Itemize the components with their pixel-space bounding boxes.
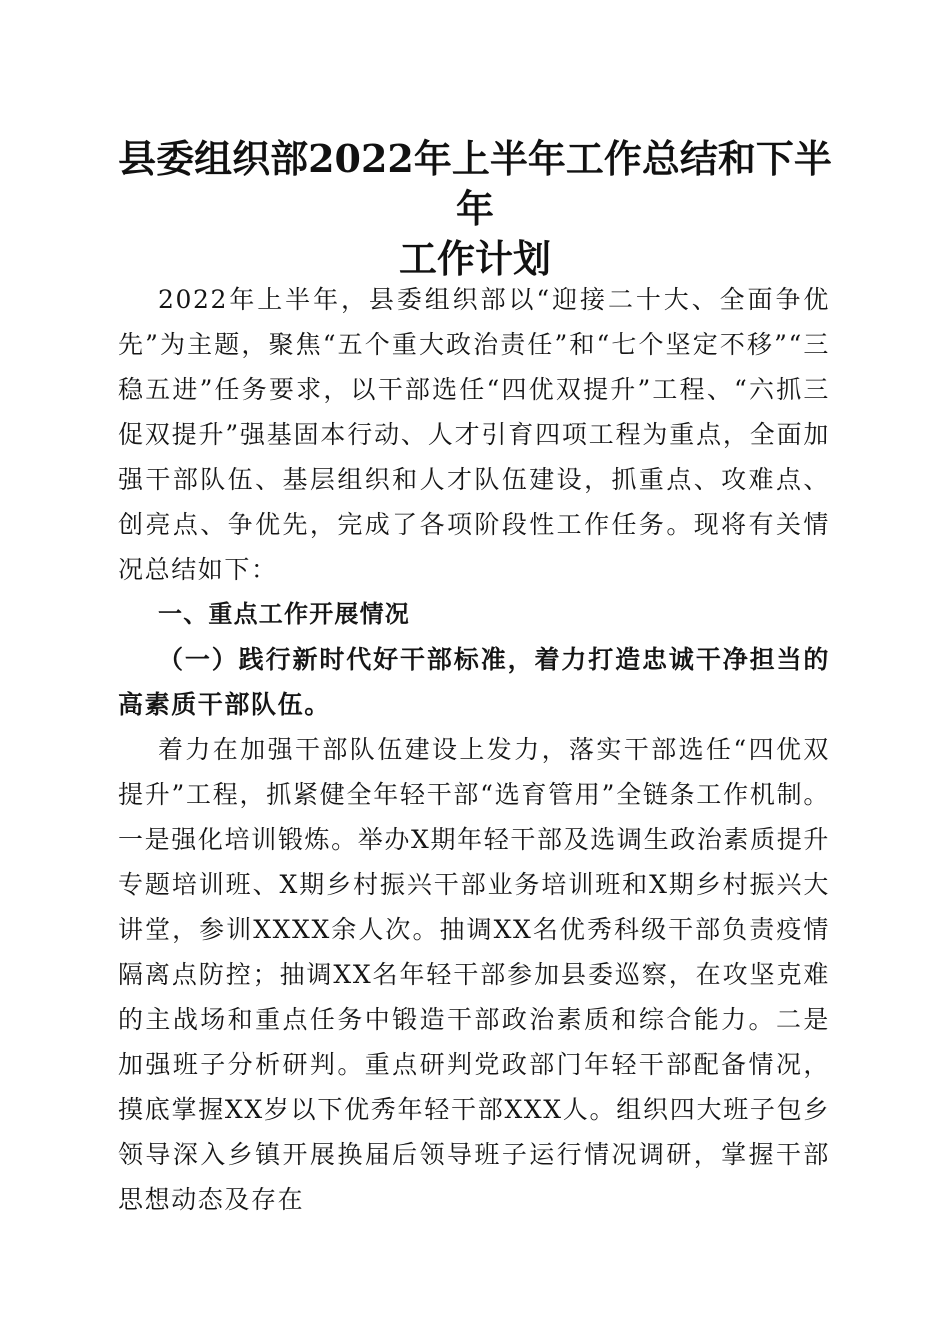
document-body: [118, 277, 830, 1222]
intro-paragraph: 2022年上半年，县委组织部以“迎接二十大、全面争优先”为主题，聚焦“五个重大政治责任”和“七个坚定不移”“三稳五进”任务要求，以干部选任“四优双提升”工程、“六抓三促双提升”强基固本行动、人才引育四项工程为重点，全面加强干部队伍、基层组织和人才队伍建设，抓重点、攻难点、创亮点、争优先，完成了各项阶段性工作任务。现将有关情况总结如下：: [118, 285, 830, 584]
section-heading: 一、重点工作开展情况: [158, 600, 410, 628]
body-paragraph: 着力在加强干部队伍建设上发力，落实干部选任“四优双提升”工程，抓紧健全年轻干部“选育管用”全链条工作机制。一是强化培训锻炼。举办X期年轻干部及选调生政治素质提升专题培训班、X期乡村振兴干部业务培训班和X期乡村振兴大讲堂，参训XXXX余人次。抽调XX名优秀科级干部负责疫情隔离点防控；抽调XX名年轻干部参加县委巡察，在攻坚克难的主战场和重点任务中锻造干部政治素质和综合能力。二是加强班子分析研判。重点研判党政部门年轻干部配备情况，摸底掌握XX岁以下优秀年轻干部XXX人。组织四大班子包乡领导深入乡镇开展换届后领导班子运行情况调研，掌握干部思想动态及存在: [118, 735, 830, 1214]
title-line-1: 县委组织部2022年上半年工作总结和下半年: [118, 136, 832, 231]
subsection-heading: （一）践行新时代好干部标准，着力打造忠诚干净担当的高素质干部队伍。: [118, 645, 830, 719]
document-title: [110, 134, 840, 284]
title-line-2: 工作计划: [398, 236, 551, 281]
